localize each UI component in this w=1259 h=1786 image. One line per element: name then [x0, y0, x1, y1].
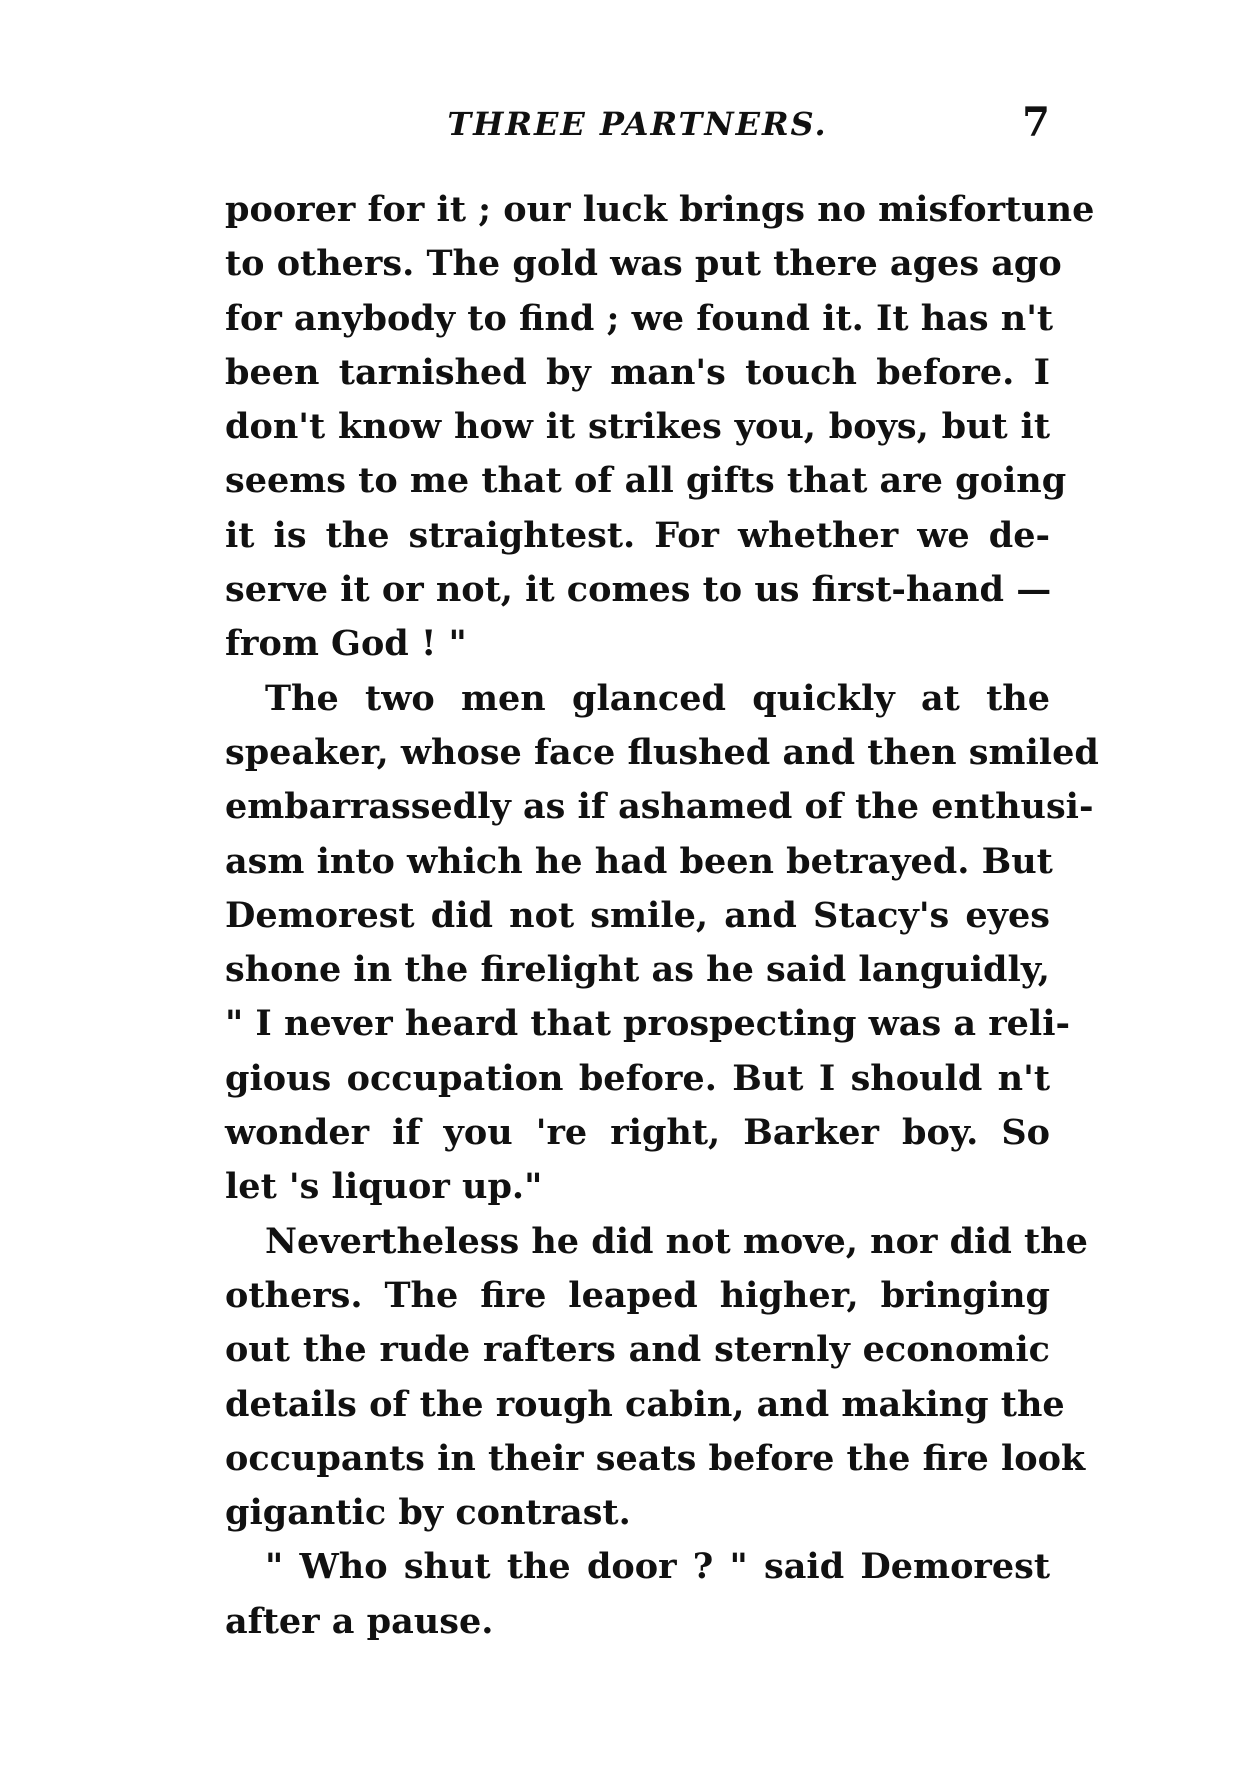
text-line: occupants in their seats before the fire look	[225, 1437, 1086, 1479]
text-line: don't know how it strikes you, boys, but it	[225, 406, 1050, 448]
text-line: Demorest did not smile, and Stacy's eyes	[225, 894, 1050, 936]
paragraph-start-line: The two men glanced quickly at the	[265, 677, 1050, 719]
text-line: embarrassedly as if ashamed of the enthusi-	[225, 786, 1094, 828]
paragraph-start-line: " Who shut the door ? " said Demorest	[265, 1546, 1050, 1588]
text-line: after a pause.	[225, 1600, 494, 1642]
running-head	[225, 99, 1050, 155]
text-line: gigantic by contrast.	[225, 1492, 631, 1534]
text-line: seems to me that of all gifts that are going	[225, 460, 1067, 502]
text-line: poorer for it ; our luck brings no misfortune	[225, 189, 1095, 230]
text-line: it is the straightest. For whether we de-	[225, 514, 1050, 556]
text-line: others. The fire leaped higher, bringing	[225, 1274, 1050, 1316]
text-line: asm into which he had been betrayed. But	[225, 840, 1053, 882]
text-line: gious occupation before. But I should n't	[225, 1057, 1050, 1099]
text-line: to others. The gold was put there ages ago	[225, 243, 1062, 285]
text-line: for anybody to find ; we found it. It has n't	[225, 297, 1054, 339]
text-line: " I never heard that prospecting was a reli-	[225, 1003, 1071, 1045]
paragraph-start-line: Nevertheless he did not move, nor did the	[265, 1220, 1088, 1262]
text-line: serve it or not, it comes to us first-hand —	[225, 569, 1052, 611]
body-text	[225, 183, 1099, 1649]
text-line: been tarnished by man's touch before. I	[225, 351, 1050, 393]
text-line: speaker, whose face flushed and then smiled	[225, 731, 1099, 773]
text-line: details of the rough cabin, and making the	[225, 1383, 1065, 1425]
text-line: wonder if you 're right, Barker boy. So	[225, 1112, 1050, 1154]
page-number: 7	[1022, 99, 1050, 146]
text-line: shone in the firelight as he said languidly,	[225, 949, 1050, 991]
running-title: THREE PARTNERS.	[447, 105, 828, 143]
text-line: out the rude rafters and sternly economic	[225, 1329, 1050, 1371]
text-line: let 's liquor up."	[225, 1166, 543, 1208]
text-line: from God ! "	[225, 623, 467, 665]
